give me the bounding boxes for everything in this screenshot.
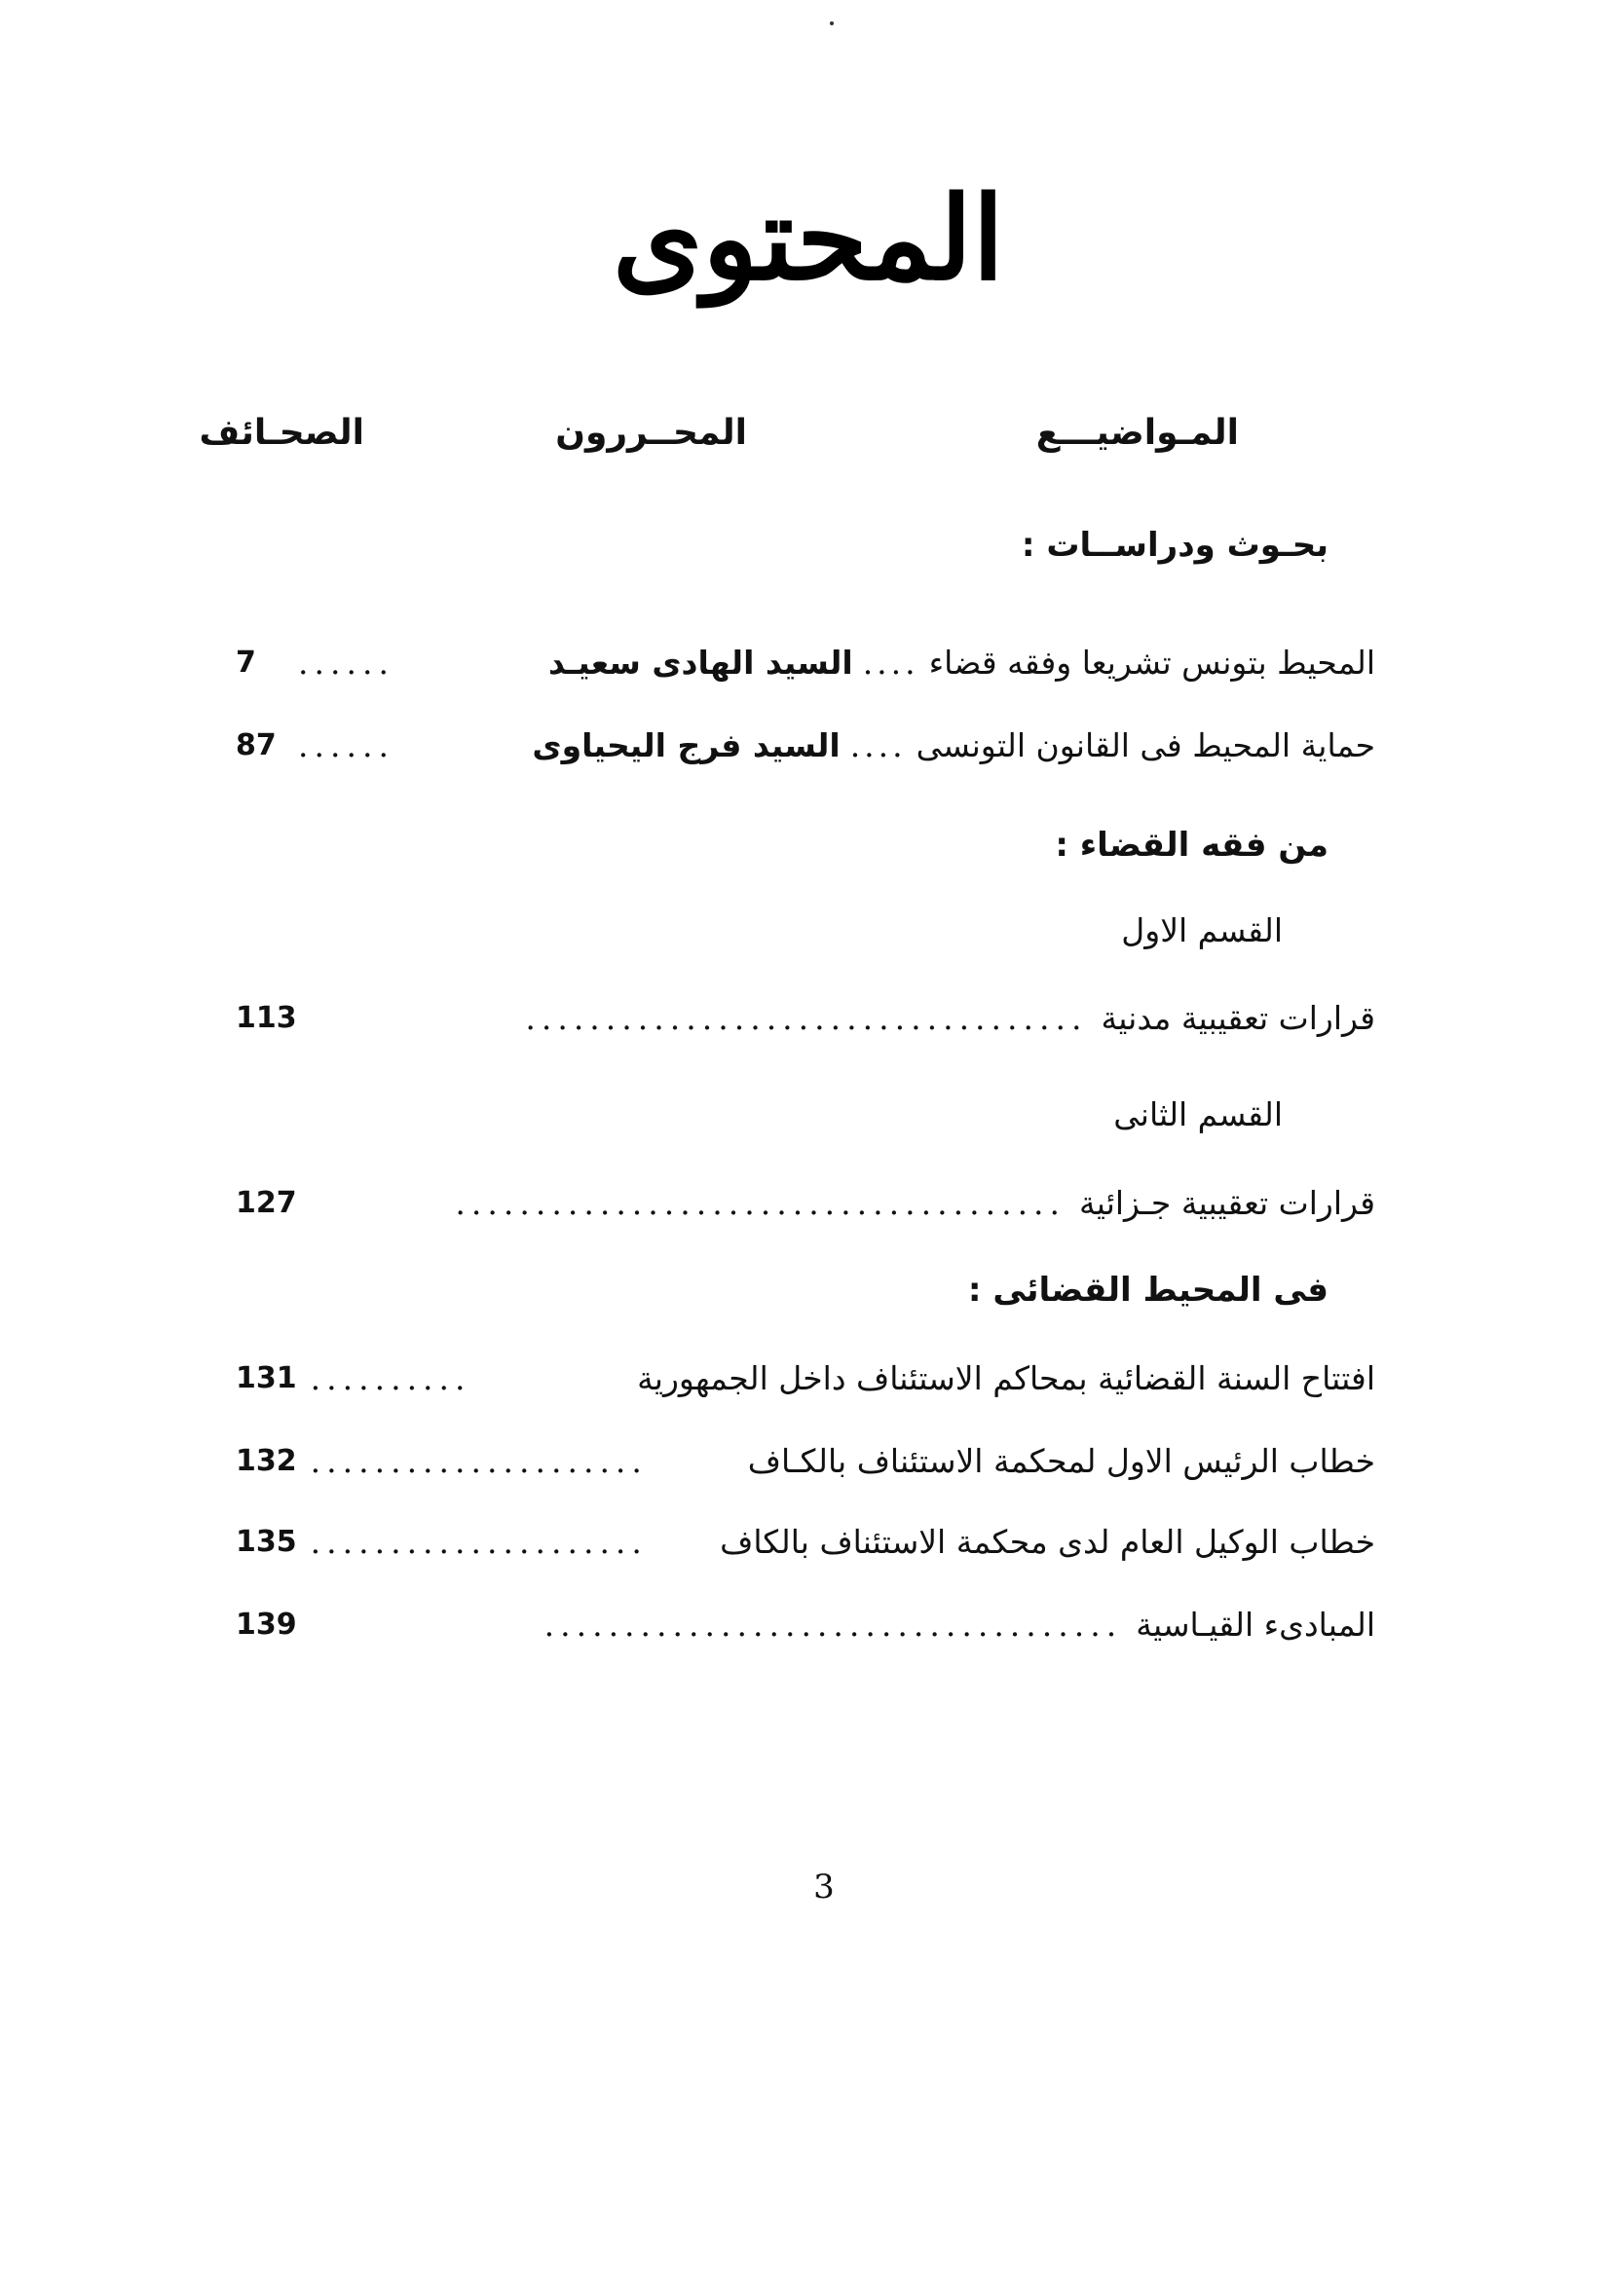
entry-author: السيد الهادى سعيـد [547,643,853,682]
dot-leader: ..................... [310,1441,648,1480]
entry-page-number: 132 [236,1443,297,1478]
toc-entry[interactable] [236,1514,1375,1569]
entry-separator: .... [849,725,907,764]
column-header-editors: المحــررون [555,413,747,453]
entry-page-number: 139 [236,1607,297,1642]
subsection-title: القسم الثانى [1113,1095,1283,1133]
entry-topic: المحيط بتونس تشريعا وفقه قضاء [928,643,1375,682]
dot-leader: ...... [298,725,394,764]
entry-page-number: 7 [236,645,256,680]
section-heading-jurisprudence: من فقه القضاء : [1055,826,1328,865]
toc-entry[interactable] [236,1351,1375,1405]
column-header-topics: المـواضيـــع [1035,413,1239,453]
speck-mark [830,21,834,25]
entry-topic: حماية المحيط فى القانون التونسى [916,725,1375,764]
entry-topic: خطاب الوكيل العام لدى محكمة الاستئناف بالكاف [720,1522,1375,1561]
dot-leader: ................................... [525,998,1088,1037]
column-header-pages: الصحـائف [199,413,364,453]
toc-entry[interactable] [236,1597,1375,1651]
entry-topic: قرارات تعقيبية مدنية [1101,998,1375,1037]
entry-topic: خطاب الرئيس الاول لمحكمة الاستئناف بالكـاف [747,1441,1375,1480]
entry-topic: افتتاح السنة القضائية بمحاكم الاستئناف داخل الجمهورية [637,1358,1375,1397]
dot-leader: ..................... [310,1522,648,1561]
entry-topic: قرارات تعقيبية جـزائية [1079,1183,1375,1222]
section-heading-research: بحـوث ودراســات : [1021,526,1328,565]
entry-page-number: 135 [236,1524,297,1559]
toc-entry[interactable] [236,718,1375,772]
entry-page-number: 113 [236,1000,297,1035]
toc-entry[interactable] [236,1433,1375,1488]
entry-topic: المبادىء القيـاسية [1136,1605,1375,1644]
entry-page-number: 87 [236,727,277,762]
dot-leader: ...... [298,643,394,682]
subsection-title: القسم الاول [1121,911,1283,949]
toc-entry[interactable] [236,990,1375,1045]
page-title: المحتوى [612,170,1005,306]
entry-author: السيد فرج اليحياوى [532,725,841,764]
page-number-footer: 3 [813,1868,835,1907]
entry-separator: .... [862,643,919,682]
dot-leader: .................................... [543,1605,1123,1644]
dot-leader: ...................................... [455,1183,1066,1222]
toc-entry[interactable] [236,1175,1375,1230]
dot-leader: .......... [310,1358,471,1397]
entry-page-number: 127 [236,1185,297,1220]
toc-entry[interactable] [236,635,1375,689]
entry-page-number: 131 [236,1360,297,1395]
section-heading-judicial-circle: فى المحيط القضائى : [967,1271,1328,1310]
